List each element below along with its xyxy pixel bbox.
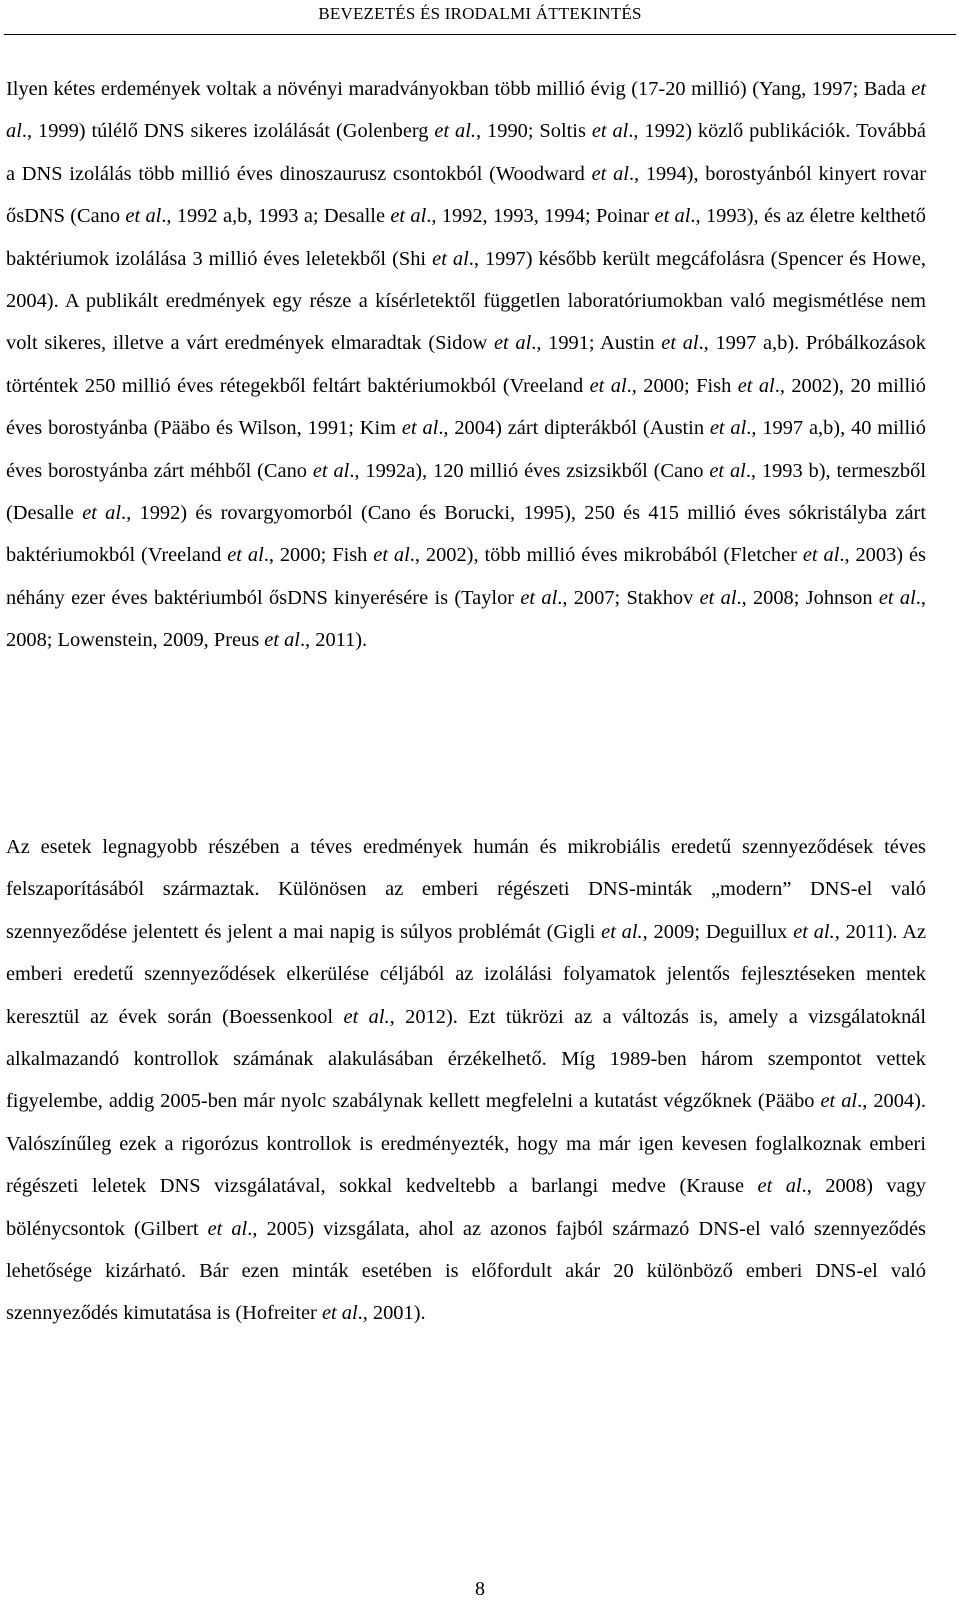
- paragraph-text: ., 2008; Johnson: [736, 586, 879, 609]
- paragraph-text: Ilyen kétes erdemények voltak a növényi maradványokban több millió évig (17-20 millió) (Yang, 1997; Bada: [6, 78, 912, 100]
- citation-etal-italic: et al: [264, 629, 300, 652]
- paragraph-text: ., 1992a), 120 millió éves zsizsikből (Cano: [349, 459, 710, 482]
- citation-etal-italic: et al.: [434, 120, 477, 143]
- citation-etal-italic: et al: [432, 247, 469, 270]
- paragraph-text: ., 2000; Fish: [263, 544, 374, 567]
- paragraph-text: ., 1999) túlélő DNS sikeres izolálását (Golenberg: [21, 120, 435, 143]
- paragraph-text: , 1990; Soltis: [476, 120, 592, 143]
- paragraph-text: Az esetek legnagyobb részében a téves eredmények humán és mikrobiális eredetű szennyeződések téves felszaporításából származtak. Különösen az emberi régészeti DNS-minták „modern” DNS-el való szennyeződése jelentett és jelent a mai napig is súlyos problémát (Gigli: [6, 836, 926, 943]
- citation-etal-italic: et al: [125, 205, 162, 228]
- citation-etal-italic: et al.,: [793, 920, 840, 943]
- citation-etal-italic: et al: [699, 586, 737, 609]
- citation-etal-italic: et al: [401, 417, 439, 440]
- paragraph-text: , 2009; Deguillux: [642, 920, 794, 943]
- citation-etal-italic: et al: [321, 1302, 358, 1325]
- citation-etal-italic: et al: [654, 205, 691, 228]
- paragraph-text: ., 1992) és rovargyomorból (Cano és Borucki, 1995), 250 és 415 millió éves sókristályba zárt baktériumokból (Vreeland: [6, 502, 926, 567]
- paragraph-text: ., 1997 a,b), 40 millió éves borostyánba zárt méhből (Cano: [6, 417, 926, 482]
- body-paragraph-2: [6, 826, 926, 1335]
- citation-etal-italic: et al: [6, 78, 926, 143]
- paragraph-text: ., 1997 a,b). Próbálkozások történtek 250 millió éves rétegekből feltárt baktériumokból (Vreeland: [6, 332, 926, 397]
- paragraph-text: ., 2000; Fish: [626, 374, 738, 397]
- paragraph-text: ., 2008; Lowenstein, 2009, Preus: [6, 586, 926, 652]
- body-paragraph-1: [6, 68, 926, 662]
- citation-etal-italic: et al: [589, 374, 627, 397]
- citation-etal-italic: et al: [493, 332, 532, 355]
- citation-etal-italic: et al: [312, 459, 350, 482]
- paragraph-text: ., 1991; Austin: [531, 332, 662, 355]
- paragraph-text: ., 2005) vizsgálata, ahol az azonos fajból származó DNS-el való szennyeződés lehetősége kizárható. Bár ezen minták esetében is előfordult akár 20 különböző emberi DNS-el való szennyeződés kimutatása is (Hofreiter: [6, 1217, 926, 1325]
- citation-etal-italic: et al: [737, 374, 775, 397]
- paragraph-text: ., 2008) vagy bölénycsontok (Gilbert: [6, 1175, 926, 1240]
- page-number: 8: [475, 1578, 485, 1600]
- citation-etal-italic: et al: [373, 544, 410, 567]
- citation-etal-italic: et al: [82, 502, 122, 525]
- paragraph-text: ., 2002), 20 millió éves borostyánba (Pääbo és Wilson, 1991; Kim: [6, 374, 926, 440]
- paragraph-text: ., 2001).: [357, 1302, 426, 1325]
- header-divider: [4, 34, 956, 35]
- paragraph-text: ., 2004) zárt dipterákból (Austin: [438, 417, 710, 440]
- citation-etal-italic: et al: [878, 586, 916, 609]
- paragraph-text: ., 1992) közlő publikációk. Továbbá a DNS izolálás több millió éves dinoszaurusz csontokból (Woodward: [6, 120, 926, 185]
- paragraph-text: ., 2002), több millió éves mikrobából (Fletcher: [409, 544, 803, 567]
- citation-etal-italic: et al: [591, 120, 629, 143]
- paragraph-text: ., 2007; Stakhov: [557, 586, 700, 609]
- citation-etal-italic: et al: [520, 586, 558, 609]
- paragraph-text: 2011). Az emberi eredetű szennyeződések elkerülése céljából az izolálási folyamatok jelentős fejlesztéseken mentek keresztül az évek során (Boessenkool: [6, 920, 926, 1028]
- citation-etal-italic: et al.,: [343, 1005, 395, 1028]
- paragraph-text: ., 1997) később került megcáfolásra (Spencer és Howe, 2004). A publikált eredmények egy része a kísérletektől független laboratóriumokban való megismétlése nem volt sikeres, illetve a várt eredmények elmaradtak (Sidow: [6, 247, 926, 355]
- citation-etal-italic: et al: [227, 544, 264, 567]
- citation-etal-italic: et al: [709, 459, 746, 482]
- paragraph-text: 2012). Ezt tükrözi az a változás is, amely a vizsgálatoknál alkalmazandó kontrollok számának alakulásában érzékelhető. Míg 1989-ben három szempontot vettek figyelembe, addig 2005-ben már nyolc szabálynak kellett megfelelni a kutatást végzőknek (Pääbo: [6, 1005, 926, 1113]
- paragraph-text: ., 1994), borostyánból kinyert rovar ősDNS (Cano: [6, 162, 926, 228]
- citation-etal-italic: et al: [709, 417, 747, 440]
- paragraph-text: ., 1992 a,b, 1993 a; Desalle: [161, 205, 391, 228]
- paragraph-text: ., 2011).: [299, 629, 368, 652]
- paragraph-text: ., 2003) és néhány ezer éves baktériumból ősDNS kinyerésére is (Taylor: [6, 544, 926, 609]
- paragraph-text: ., 1993 b), termeszből (Desalle: [6, 459, 926, 525]
- citation-etal-italic: et al: [757, 1175, 802, 1198]
- citation-etal-italic: et al: [820, 1090, 858, 1113]
- citation-etal-italic: et al: [390, 205, 427, 228]
- paragraph-text: ., 1993), és az életre kelthető baktériumok izolálása 3 millió éves leletekből (Shi: [6, 205, 926, 270]
- citation-etal-italic: et al: [802, 544, 840, 567]
- running-header: BEVEZETÉS ÉS IRODALMI ÁTTEKINTÉS: [318, 4, 642, 23]
- citation-etal-italic: et al: [661, 332, 699, 355]
- paragraph-text: ., 2004). Valószínűleg ezek a rigorózus kontrollok is eredményezték, hogy ma már igen kevesen foglalkoznak emberi régészeti leletek DNS vizsgálatával, sokkal kedveltebb a barlangi medve (Krause: [6, 1090, 926, 1198]
- paragraph-text: ., 1992, 1993, 1994; Poinar: [426, 205, 655, 228]
- citation-etal-italic: et al: [207, 1217, 248, 1240]
- citation-etal-italic: et al: [591, 162, 629, 185]
- citation-etal-italic: et al.: [601, 920, 643, 943]
